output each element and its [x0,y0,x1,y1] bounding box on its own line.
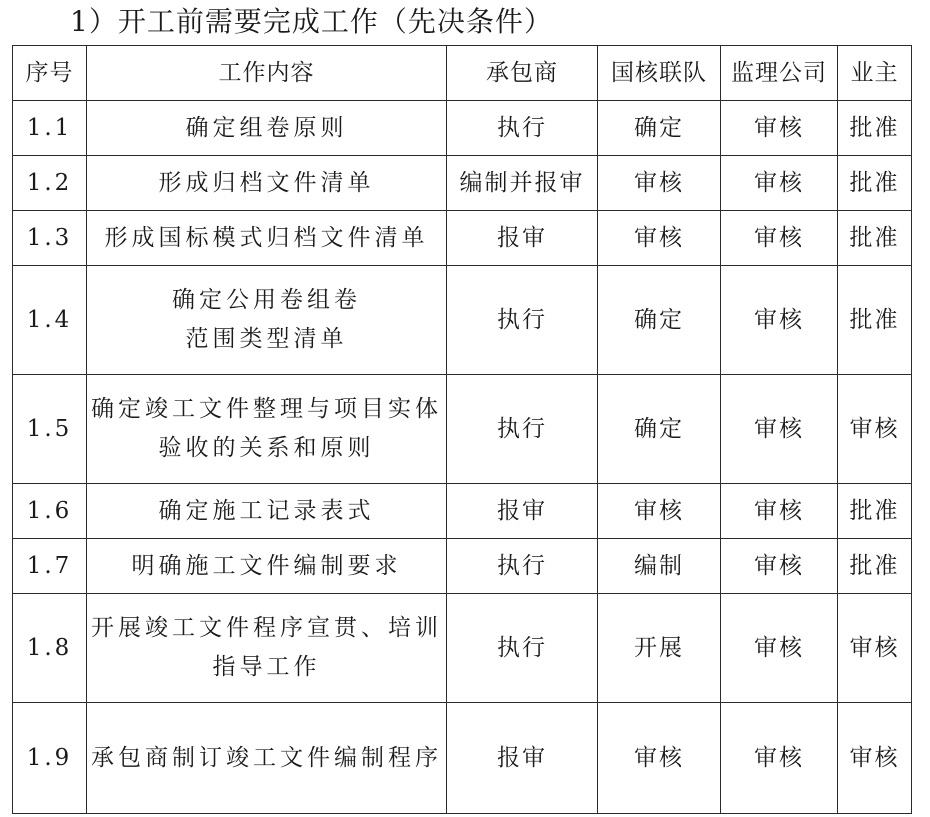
work-content: 明确施工文件编制要求 [87,539,447,594]
team-role: 审核 [598,484,721,539]
owner-role: 批准 [838,484,912,539]
table-row [13,703,912,814]
team-role: 审核 [598,211,721,266]
table-row [13,101,912,156]
contractor-role: 报审 [447,211,598,266]
team-role: 审核 [598,156,721,211]
owner-role: 审核 [838,703,912,814]
table-row [13,539,912,594]
owner-role: 审核 [838,594,912,703]
work-content: 确定竣工文件整理与项目实体验收的关系和原则 [87,375,447,484]
contractor-role: 编制并报审 [447,156,598,211]
team-role: 确定 [598,375,721,484]
supervisor-role: 审核 [721,539,838,594]
serial-no: 1.3 [13,211,87,266]
supervisor-role: 审核 [721,101,838,156]
table-row [13,375,912,484]
serial-no: 1.2 [13,156,87,211]
work-content: 开展竣工文件程序宣贯、培训指导工作 [87,594,447,703]
table-header-row [13,46,912,101]
serial-no: 1.5 [13,375,87,484]
serial-no: 1.7 [13,539,87,594]
team-role: 确定 [598,101,721,156]
supervisor-role: 审核 [721,211,838,266]
contractor-role: 报审 [447,484,598,539]
serial-no: 1.6 [13,484,87,539]
contractor-role: 执行 [447,266,598,375]
table-row [13,156,912,211]
contractor-role: 执行 [447,375,598,484]
owner-role: 审核 [838,375,912,484]
team-role: 编制 [598,539,721,594]
work-content: 形成归档文件清单 [87,156,447,211]
work-content: 确定公用卷组卷范围类型清单 [87,266,447,375]
owner-role: 批准 [838,101,912,156]
owner-role: 批准 [838,266,912,375]
serial-no: 1.9 [13,703,87,814]
team-role: 审核 [598,703,721,814]
work-content: 确定施工记录表式 [87,484,447,539]
header-contractor: 承包商 [447,46,598,101]
section-heading: 1）开工前需要完成工作（先决条件） [70,5,553,38]
serial-no: 1.4 [13,266,87,375]
header-team: 国核联队 [598,46,721,101]
team-role: 确定 [598,266,721,375]
contractor-role: 执行 [447,101,598,156]
owner-role: 批准 [838,156,912,211]
supervisor-role: 审核 [721,266,838,375]
work-content: 确定组卷原则 [87,101,447,156]
contractor-role: 报审 [447,703,598,814]
contractor-role: 执行 [447,594,598,703]
header-serial-no: 序号 [13,46,87,101]
header-owner: 业主 [838,46,912,101]
serial-no: 1.8 [13,594,87,703]
table-row [13,266,912,375]
serial-no: 1.1 [13,101,87,156]
supervisor-role: 审核 [721,484,838,539]
supervisor-role: 审核 [721,594,838,703]
supervisor-role: 审核 [721,375,838,484]
table-row [13,211,912,266]
team-role: 开展 [598,594,721,703]
owner-role: 批准 [838,539,912,594]
supervisor-role: 审核 [721,703,838,814]
header-supervisor: 监理公司 [721,46,838,101]
supervisor-role: 审核 [721,156,838,211]
owner-role: 批准 [838,211,912,266]
table-row [13,594,912,703]
table-row [13,484,912,539]
contractor-role: 执行 [447,539,598,594]
work-content: 承包商制订竣工文件编制程序 [87,703,447,814]
responsibility-table [12,45,912,814]
header-work-content: 工作内容 [87,46,447,101]
work-content: 形成国标模式归档文件清单 [87,211,447,266]
